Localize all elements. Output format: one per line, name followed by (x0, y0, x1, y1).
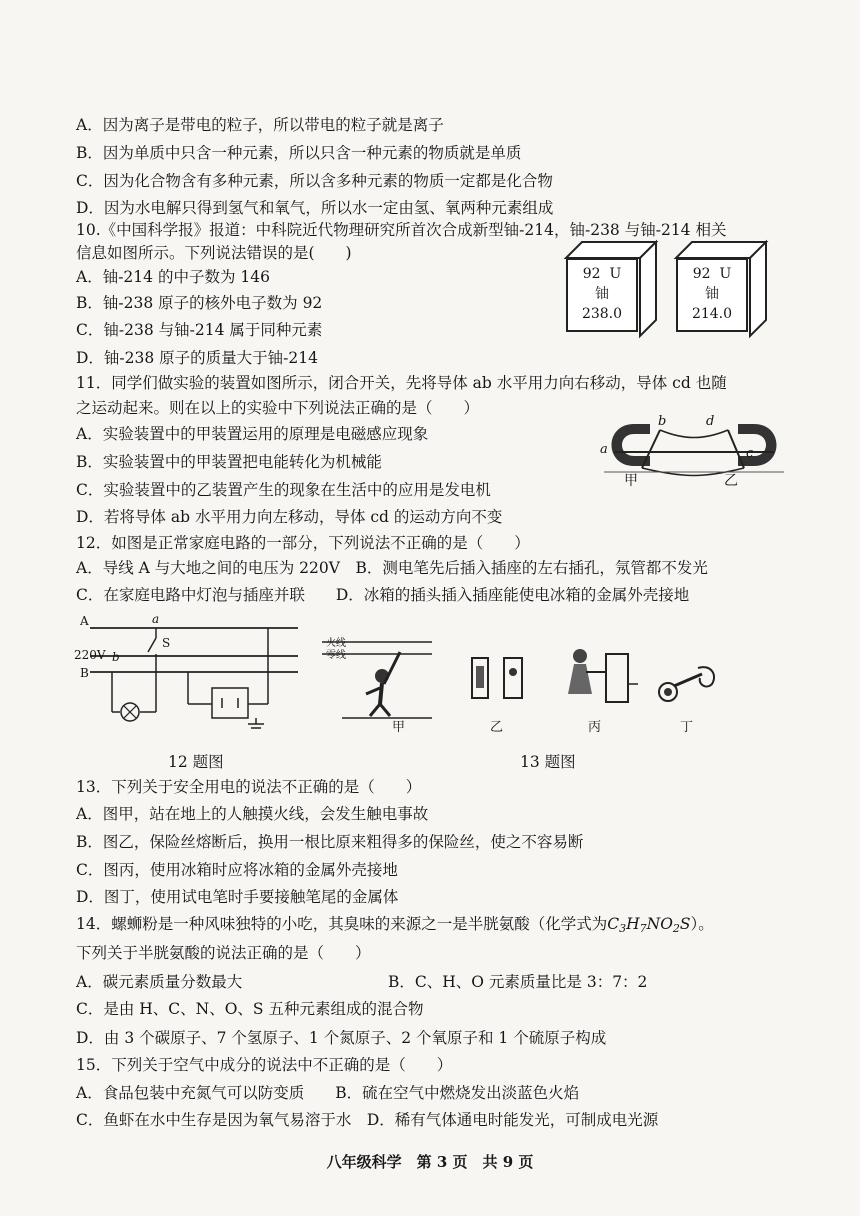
q10-option-c: C．铀-238 与铀-214 属于同种元素 (76, 321, 323, 339)
fig-label-live-wire: 火线 (326, 638, 346, 649)
circuit-label-a: a (152, 612, 160, 626)
circuit-label-B: B (80, 666, 89, 680)
q13-option-d: D．图丁，使用试电笔时手要接触笔尾的金属体 (76, 888, 399, 906)
q15-options-row1: A．食品包装中充氮气可以防变质 B．硫在空气中燃烧发出淡蓝色火焰 (76, 1084, 580, 1102)
label-b: b (658, 414, 667, 429)
page-footer: 八年级科学 第 3 页 共 9 页 (326, 1153, 534, 1171)
q13-stem: 13．下列关于安全用电的说法不正确的是（ ） (76, 778, 422, 796)
q14-option-a: A．碳元素质量分数最大 (76, 973, 243, 991)
fig-label-yi: 乙 (490, 720, 504, 735)
figure-caption-13: 13 题图 (520, 753, 576, 771)
q9-option-c: C．因为化合物含有多种元素，所以含多种元素的物质一定都是化合物 (76, 172, 553, 190)
fig-label-jia: 甲 (392, 720, 406, 735)
atomic-mass: 214.0 (691, 306, 733, 322)
figure-caption-12: 12 题图 (168, 753, 224, 771)
q15-stem: 15．下列关于空气中成分的说法中不正确的是（ ） (76, 1056, 453, 1074)
q9-option-d: D．因为水电解只得到氢气和氧气，所以水一定由氢、氧两种元素组成 (76, 199, 554, 217)
circuit-label-220v: 220V (74, 648, 106, 662)
electrical-safety-figures (322, 628, 792, 728)
q15-options-row2: C．鱼虾在水中生存是因为氧气易溶于水 D．稀有气体通电时能发光，可制成电光源 (76, 1111, 659, 1129)
label-c: c (746, 446, 754, 461)
formula-sub-2: 2 (672, 922, 680, 935)
formula-s: S (679, 915, 691, 933)
q14-stem-text: 14．螺蛳粉是一种风味独特的小吃，其臭味的来源之一是半胱氨酸（化学式为 (76, 915, 608, 933)
element-symbol: U (719, 266, 732, 282)
chemical-formula (607, 915, 690, 933)
atomic-number: 92 (692, 266, 711, 282)
q12-options-row2: C．在家庭电路中灯泡与插座并联 D．冰箱的插头插入插座能使电冰箱的金属外壳接地 (76, 586, 690, 604)
label-yi: 乙 (724, 473, 738, 489)
fig-label-neutral-wire: 零线 (326, 650, 346, 661)
q14-stem-line1 (76, 913, 714, 940)
q13-option-c: C．图丙，使用冰箱时应将冰箱的金属外壳接地 (76, 861, 398, 879)
household-circuit-figure (76, 612, 306, 732)
q14-option-d: D．由 3 个碳原子、7 个氢原子、1 个氮原子、2 个氧原子和 1 个硫原子构成 (76, 1029, 607, 1047)
q10-stem-line2: 信息如图所示。下列说法错误的是( ) (76, 244, 352, 262)
circuit-label-S: S (162, 636, 171, 650)
formula-close: ）。 (690, 915, 714, 933)
formula-sub-3: 3 (619, 922, 627, 935)
element-name: 铀 (705, 286, 719, 302)
q9-option-a: A．因为离子是带电的粒子，所以带电的粒子就是离子 (76, 116, 444, 134)
formula-no: NO (646, 915, 673, 933)
q10-option-b: B．铀-238 原子的核外电子数为 92 (76, 294, 323, 312)
q11-option-b: B．实验装置中的甲装置把电能转化为机械能 (76, 453, 382, 471)
uranium-214-card (676, 258, 748, 332)
q11-option-d: D．若将导体 ab 水平用力向左移动，导体 cd 的运动方向不变 (76, 508, 503, 526)
circuit-label-b: b (112, 650, 120, 664)
q9-option-b: B．因为单质中只含一种元素，所以只含一种元素的物质就是单质 (76, 144, 522, 162)
q12-options-row1: A．导线 A 与大地之间的电压为 220V B．测电笔先后插入插座的左右插孔，氖管都不发光 (76, 559, 708, 577)
circuit-label-A: A (80, 614, 89, 628)
fig-label-bing: 丙 (588, 720, 602, 735)
q14-option-c: C．是由 H、C、N、O、S 五种元素组成的混合物 (76, 1000, 424, 1018)
label-jia: 甲 (624, 473, 638, 489)
uranium-238-card (566, 258, 638, 332)
q10-option-d: D．铀-238 原子的质量大于铀-214 (76, 349, 318, 367)
formula-h: H (626, 915, 640, 933)
q14-option-b: B．C、H、O 元素质量比是 3：7：2 (388, 973, 648, 991)
q10-stem-line1: 10.《中国科学报》报道：中科院近代物理研究所首次合成新型铀-214，铀-238 与铀-214 相关 (76, 221, 727, 239)
fig-label-ding: 丁 (680, 720, 694, 735)
q14-stem-line2: 下列关于半胱氨酸的说法正确的是（ ） (76, 944, 371, 962)
element-symbol: U (609, 266, 622, 282)
label-a: a (600, 442, 608, 457)
q10-option-a: A．铀-214 的中子数为 146 (76, 268, 270, 286)
formula-sub-7: 7 (639, 922, 647, 935)
q11-stem-line1: 11．同学们做实验的装置如图所示，闭合开关，先将导体 ab 水平用力向右移动，导体 cd 也随 (76, 374, 727, 392)
q13-option-b: B．图乙，保险丝熔断后，换用一根比原来粗得多的保险丝，使之不容易断 (76, 833, 584, 851)
atomic-mass: 238.0 (581, 306, 623, 322)
atomic-number: 92 (582, 266, 601, 282)
q12-stem: 12．如图是正常家庭电路的一部分，下列说法不正确的是（ ） (76, 534, 530, 552)
formula-c: C (607, 915, 620, 933)
q11-option-a: A．实验装置中的甲装置运用的原理是电磁感应现象 (76, 425, 429, 443)
q11-option-c: C．实验装置中的乙装置产生的现象在生活中的应用是发电机 (76, 481, 491, 499)
q11-stem-line2: 之运动起来。则在以上的实验中下列说法正确的是（ ） (76, 399, 480, 417)
element-name: 铀 (595, 286, 609, 302)
label-d: d (706, 414, 715, 429)
q13-option-a: A．图甲，站在地上的人触摸火线，会发生触电事故 (76, 805, 429, 823)
